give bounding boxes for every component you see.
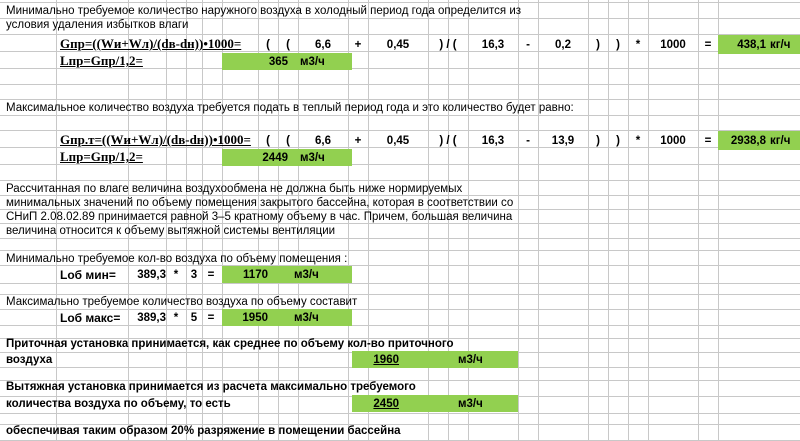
grid-row-line (0, 250, 800, 251)
max-vol-volume: 389,3 (137, 312, 166, 324)
warm-unit-kg: кг/ч (770, 135, 791, 147)
warm-d2: 13,9 (551, 135, 575, 147)
cold-l-value: 365 (268, 56, 288, 68)
para-line-1: Рассчитанная по влаге величина воздухообмена не должна быть ниже нормируемых (6, 183, 463, 195)
warm-formula-g: Gпр.т=((Wи+Wл)/(dв-dн))•1000= (60, 132, 251, 147)
grid-row-line (0, 180, 800, 181)
grid-col-line (718, 0, 719, 440)
exhaust-value: 2450 (373, 398, 399, 410)
warm-close2: ) (596, 135, 600, 147)
min-vol-mul: * (173, 269, 179, 281)
warm-minus: - (526, 135, 530, 147)
cold-close2: ) (596, 39, 600, 51)
warm-mul: * (635, 135, 641, 147)
exhaust-line-1: Вытяжная установка принимается из расчета максимально требуемого (6, 381, 416, 393)
grid-col-line (698, 0, 699, 440)
warm-d1: 16,3 (481, 135, 505, 147)
grid-row-line (0, 325, 800, 326)
supply-line-1: Приточная установка принимается, как среднее по объему кол-во приточного (6, 338, 454, 350)
grid-row-line (0, 164, 800, 165)
warm-close-div-open: ) / ( (439, 135, 457, 147)
cold-d1: 16,3 (481, 39, 505, 51)
warm-w2: 0,45 (386, 135, 410, 147)
cold-formula-l: Lпр=Gпр/1,2= (60, 53, 143, 68)
grid-row-line (0, 309, 800, 310)
max-vol-eq: = (207, 312, 215, 324)
supply-value: 1960 (373, 354, 399, 366)
cold-close-div-open: ) / ( (439, 39, 457, 51)
grid-row-line (0, 115, 800, 116)
max-vol-mul: * (173, 312, 179, 324)
cold-close3: ) (616, 39, 620, 51)
supply-unit: м3/ч (458, 354, 483, 366)
para-line-3: СНиП 2.08.02.89 принимается равной 3–5 кратному объему в час. Причем, большая величина (6, 211, 513, 223)
min-vol-label: Lоб мин= (60, 268, 116, 282)
cold-eq: = (704, 39, 712, 51)
intro-warm-text: Максимальное количество воздуха требуется подать в теплый период года и это количество будет равно: (6, 102, 574, 114)
min-vol-factor: 3 (190, 269, 198, 281)
cold-k: 1000 (660, 39, 686, 51)
exhaust-line-2: количества воздуха по объему, то есть (6, 398, 231, 410)
cold-result: 438,1 (737, 39, 766, 51)
para-line-2: минимальных значений по объему помещения закрытого бассейна, которая в соответствии со (6, 197, 514, 209)
grid-col-line (538, 0, 539, 440)
max-vol-factor: 5 (190, 312, 198, 324)
warm-l-value: 2449 (262, 152, 288, 164)
cold-mul: * (635, 39, 641, 51)
grid-row-line (0, 99, 800, 100)
max-vol-label: Lоб макс= (60, 311, 121, 325)
grid-col-line (518, 0, 519, 440)
grid-row-line (0, 130, 800, 131)
cold-d2: 0,2 (555, 39, 571, 51)
cold-plus: + (354, 39, 362, 51)
grid-row-line (0, 68, 800, 69)
max-vol-unit: м3/ч (294, 312, 319, 324)
min-vol-result: 1170 (243, 269, 268, 281)
cold-formula-g: Gпр=((Wи+Wл)/(dв-dн))•1000= (60, 36, 242, 51)
grid-col-line (628, 0, 629, 440)
cold-unit-kg: кг/ч (770, 39, 791, 51)
warm-formula-l: Lпр=Gпр/1,2= (60, 149, 143, 164)
cold-unit-m3: м3/ч (300, 56, 325, 68)
exhaust-unit: м3/ч (458, 398, 483, 410)
warm-w1: 6,6 (315, 135, 331, 147)
cold-open2: ( (286, 39, 290, 51)
warm-k: 1000 (660, 135, 686, 147)
intro-cold-text: Минимально требуемое количество наружного воздуха в холодный период года определится из условия удаления избытков влаги (6, 5, 522, 31)
cold-w1: 6,6 (315, 39, 331, 51)
grid-row-line (0, 2, 800, 3)
supply-line-2: воздуха (6, 354, 53, 366)
warm-result: 2938,8 (730, 135, 766, 147)
grid-row-line (0, 84, 800, 85)
grid-col-line (648, 0, 649, 440)
min-vol-eq: = (207, 269, 215, 281)
para-line-4: величина относится к объему вытяжной системы вентиляции (6, 225, 336, 237)
warm-plus: + (354, 135, 362, 147)
grid-row-line (0, 34, 800, 35)
max-vol-result: 1950 (242, 312, 268, 324)
grid-row-line (0, 413, 800, 414)
min-vol-volume: 389,3 (137, 269, 166, 281)
cold-open1: ( (266, 39, 270, 51)
warm-eq: = (704, 135, 712, 147)
min-vol-unit: м3/ч (294, 269, 319, 281)
warm-open1: ( (266, 135, 270, 147)
min-vol-heading: Минимально требуемое кол-во воздуха по объему помещения : (6, 253, 348, 265)
grid-row-line (0, 238, 800, 239)
warm-unit-m3: м3/ч (300, 152, 325, 164)
warm-close3: ) (616, 135, 620, 147)
grid-col-line (588, 0, 589, 440)
warm-open2: ( (286, 135, 290, 147)
grid-col-line (608, 0, 609, 440)
max-vol-heading: Максимально требуемое количество воздуха по объему составит (6, 296, 358, 308)
conclusion-text: обеспечивая таким образом 20% разряжение в помещении бассейна (6, 425, 401, 437)
cold-w2: 0,45 (386, 39, 410, 51)
cold-minus: - (526, 39, 530, 51)
grid-row-line (0, 283, 800, 284)
